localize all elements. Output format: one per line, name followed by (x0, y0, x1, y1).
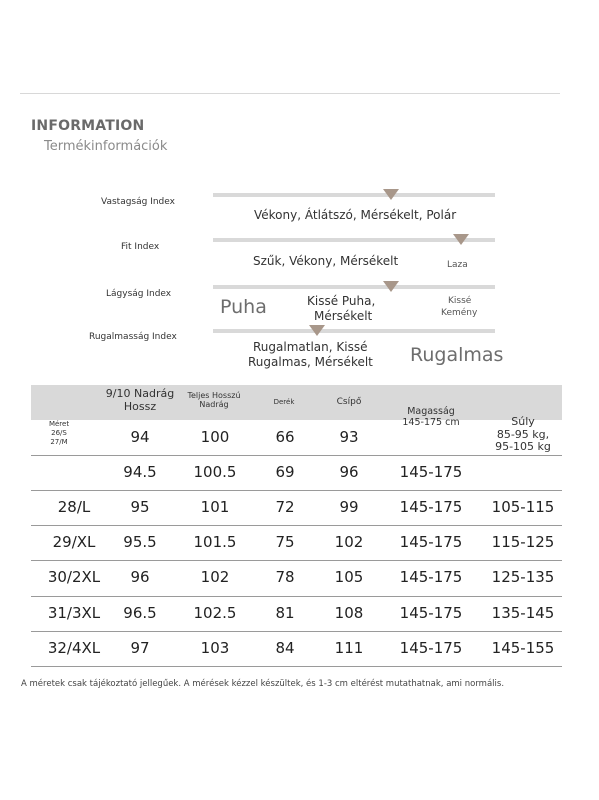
header-full-line1: Teljes Hosszú (187, 391, 241, 400)
table-cell: 32/4XL (47, 639, 101, 657)
header-size-line2: 26/S (51, 428, 67, 437)
top-divider (20, 93, 560, 94)
table-cell: 29/XL (52, 533, 96, 551)
elasticity-option-elastic: Rugalmas (410, 344, 504, 366)
table-cell: 105-115 (491, 498, 555, 516)
softness-option-soft: Puha (220, 296, 267, 318)
table-cell: 100.5 (193, 463, 237, 481)
header-waist: Derék (273, 398, 295, 406)
table-cell: 145-175 (399, 463, 463, 481)
thickness-option: Vékony, Átlátszó, Mérsékelt, Polár (254, 208, 457, 222)
table-cell: 125-135 (491, 568, 555, 586)
header-weight-line2: 85-95 kg, (496, 427, 550, 441)
elasticity-option-inelastic: Rugalmatlan, Kissé (253, 340, 368, 354)
table-cell: 30/2XL (47, 568, 101, 586)
header-size-line1: Méret (48, 420, 70, 428)
elasticity-option-slightly-elastic: Rugalmas, Mérsékelt (248, 355, 373, 369)
table-cell: 101.5 (193, 533, 237, 551)
table-row-divider (31, 560, 562, 561)
header-size-line3: 27/M (50, 437, 68, 446)
softness-option-slightly: Kissé (448, 296, 472, 306)
table-cell: 103 (200, 639, 230, 657)
table-cell: 108 (334, 604, 364, 622)
header-pants-line1: 9/10 Nadrág (105, 387, 175, 400)
table-cell: 145-175 (399, 533, 463, 551)
fit-index-label: Fit Index (121, 242, 160, 252)
header-size (38, 420, 80, 446)
table-cell: 31/3XL (47, 604, 101, 622)
table-cell: 105 (334, 568, 364, 586)
softness-option-moderate: Mérsékelt (314, 309, 373, 323)
table-cell: 66 (275, 428, 295, 446)
table-cell: 97 (130, 639, 150, 657)
table-cell: 96 (130, 568, 150, 586)
header-full-length (178, 391, 250, 409)
table-row-divider (31, 631, 562, 632)
table-cell: 102 (200, 568, 230, 586)
softness-index-bar (213, 285, 495, 289)
section-subtitle: Termékinformációk (44, 139, 168, 154)
softness-index-label: Lágyság Index (106, 289, 172, 299)
table-cell: 115-125 (491, 533, 555, 551)
table-cell: 95 (130, 498, 150, 516)
table-row-divider (31, 666, 562, 667)
table-cell: 145-175 (399, 498, 463, 516)
table-cell: 102.5 (193, 604, 237, 622)
table-cell: 145-175 (399, 568, 463, 586)
table-cell: 135-145 (491, 604, 555, 622)
table-cell: 99 (339, 498, 359, 516)
table-row-divider (31, 455, 562, 456)
table-cell: 78 (275, 568, 295, 586)
table-cell: 94 (130, 428, 150, 446)
header-pants-length (100, 388, 180, 413)
table-cell: 145-155 (491, 639, 555, 657)
table-cell: 101 (200, 498, 230, 516)
header-weight-line3: 95-105 kg (495, 440, 551, 454)
fit-option-loose: Laza (447, 260, 468, 270)
elasticity-index-bar (213, 329, 495, 333)
header-pants-line2: Hossz (123, 399, 157, 413)
table-cell: 28/L (57, 498, 91, 516)
thickness-index-marker (383, 189, 399, 200)
header-weight (482, 416, 564, 454)
softness-index-marker (383, 281, 399, 292)
fit-index-marker (453, 234, 469, 245)
table-cell: 84 (275, 639, 295, 657)
table-row-divider (31, 596, 562, 597)
table-cell: 111 (334, 639, 364, 657)
table-cell: 72 (275, 498, 295, 516)
header-height (392, 407, 470, 429)
table-cell: 100 (200, 428, 230, 446)
thickness-index-bar (213, 193, 495, 197)
fit-option-tight: Szűk, Vékony, Mérsékelt (253, 254, 399, 268)
table-cell: 93 (339, 428, 359, 446)
table-row-divider (31, 490, 562, 491)
table-cell: 94.5 (123, 463, 157, 481)
header-height-line1: Magasság (407, 406, 455, 417)
table-row-divider (31, 525, 562, 526)
header-height-line2: 145-175 cm (402, 416, 460, 428)
table-cell: 145-175 (399, 604, 463, 622)
softness-option-slightly-soft: Kissé Puha, (307, 294, 376, 308)
table-cell: 75 (275, 533, 295, 551)
header-weight-line1: Súly (511, 415, 535, 428)
header-hip: Csípő (336, 397, 362, 407)
disclaimer-note: A méretek csak tájékoztató jellegűek. A mérések kézzel készültek, és 1-3 cm eltérést mutathatnak, ami normális. (21, 679, 505, 689)
table-cell: 96.5 (123, 604, 157, 622)
table-cell: 81 (275, 604, 295, 622)
table-cell: 95.5 (123, 533, 157, 551)
table-cell: 102 (334, 533, 364, 551)
elasticity-index-marker (309, 325, 325, 336)
section-title: INFORMATION (31, 118, 145, 134)
softness-option-hard: Kemény (441, 308, 478, 318)
elasticity-index-label: Rugalmasság Index (89, 332, 177, 342)
header-full-line2: Nadrág (199, 400, 229, 410)
table-cell: 96 (339, 463, 359, 481)
table-cell: 145-175 (399, 639, 463, 657)
thickness-index-label: Vastagság Index (101, 197, 175, 207)
table-cell: 69 (275, 463, 295, 481)
